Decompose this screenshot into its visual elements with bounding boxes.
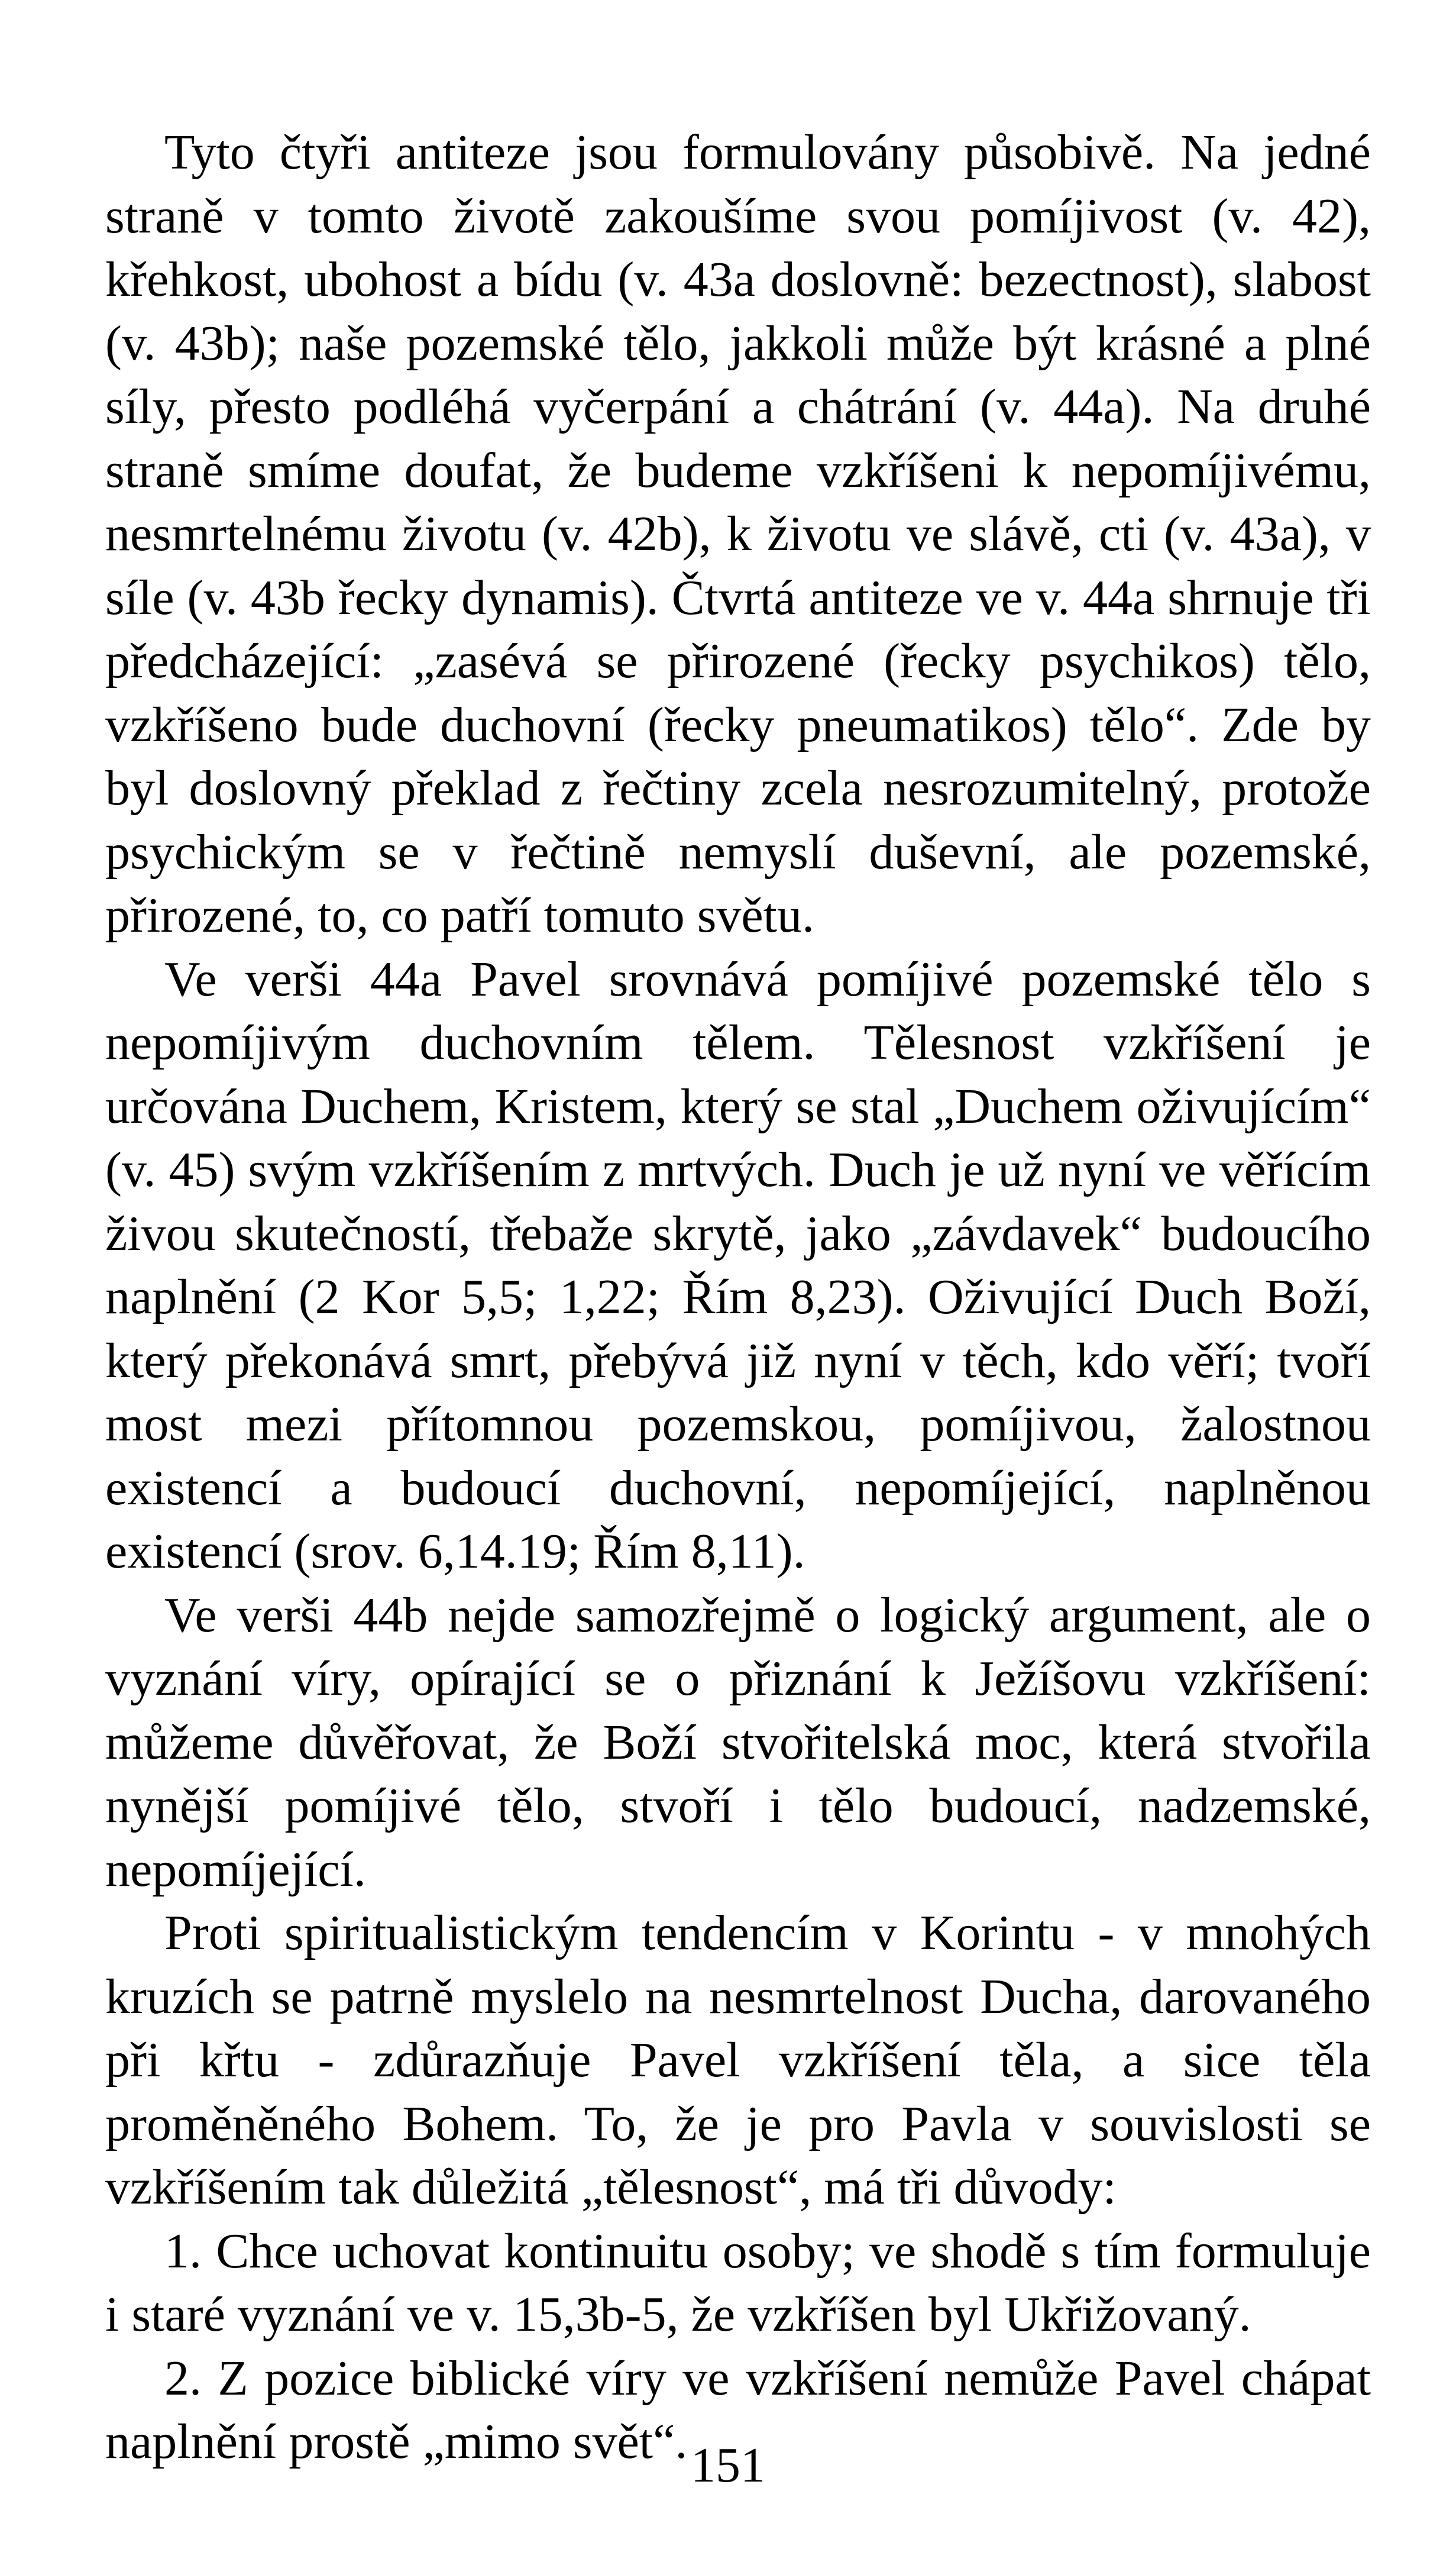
body-text — [105, 121, 1371, 2474]
list-item-1: 1. Chce uchovat kontinuitu osoby; ve shodě s tím formuluje i staré vyznání ve v. 15,3b-5, že vzkříšen byl Ukřižovaný. — [105, 2223, 1371, 2342]
paragraph-antithesis: Tyto čtyři antiteze jsou formulovány působivě. Na jedné straně v tomto životě zakoušíme svou pomíjivost (v. 42), křehkost, ubohost a bídu (v. 43a doslovně: bezectnost), slabost (v. 43b); naše pozemské tělo, jakkoli může být krásné a plné síly, přesto podléhá vyčerpání a chátrání (v. 44a). Na druhé straně smíme doufat, že budeme vzkříšeni k nepomíjivému, nesmrtelnému životu (v. 42b), k životu ve slávě, cti (v. 43a), v síle (v. 43b řecky dynamis). Čtvrtá antiteze ve v. 44a shrnuje tři předcházející: „zasévá se přirozené (řecky psychikos) tělo, vzkříšeno bude duchovní (řecky pneumatikos) tělo“. Zde by byl doslovný překlad z řečtiny zcela nesrozumitelný, protože psychickým se v řečtině nemyslí duševní, ale pozemské, přirozené, to, co patří tomuto světu. — [105, 125, 1371, 943]
paragraph-corinth: Proti spiritualistickým tendencím v Korintu - v mnohých kruzích se patrně myslelo na nesmrtelnost Ducha, darovaného při křtu - zdůrazňuje Pavel vzkříšení těla, a sice těla proměněného Bohem. To, že je pro Pavla v souvislosti se vzkříšením tak důležitá „tělesnost“, má tři důvody: — [105, 1905, 1371, 2215]
paragraph-verse-44a: Ve verši 44a Pavel srovnává pomíjivé pozemské tělo s nepomíjivým duchovním tělem. Tělesnost vzkříšení je určována Duchem, Kristem, který se stal „Duchem oživujícím“ (v. 45) svým vzkříšením z mrtvých. Duch je už nyní ve věřícím živou skutečností, třebaže skrytě, jako „závdavek“ budoucího naplnění (2 Kor 5,5; 1,22; Řím 8,23). Oživující Duch Boží, který překonává smrt, přebývá již nyní v těch, kdo věří; tvoří most mezi přítomnou pozemskou, pomíjivou, žalostnou existencí a budoucí duchovní, nepomíjející, naplněnou existencí (srov. 6,14.19; Řím 8,11). — [105, 951, 1371, 1579]
page-number: 151 — [691, 2438, 765, 2493]
paragraph-verse-44b: Ve verši 44b nejde samozřejmě o logický argument, ale o vyznání víry, opírající se o přiznání k Ježíšovu vzkříšení: můžeme důvěřovat, že Boží stvořitelská moc, která stvořila nynější pomíjivé tělo, stvoří i tělo budoucí, nadzemské, nepomíjející. — [105, 1587, 1371, 1897]
list-item-2: 2. Z pozice biblické víry ve vzkříšení nemůže Pavel chápat naplnění prostě „mimo svět“. — [105, 2350, 1371, 2469]
